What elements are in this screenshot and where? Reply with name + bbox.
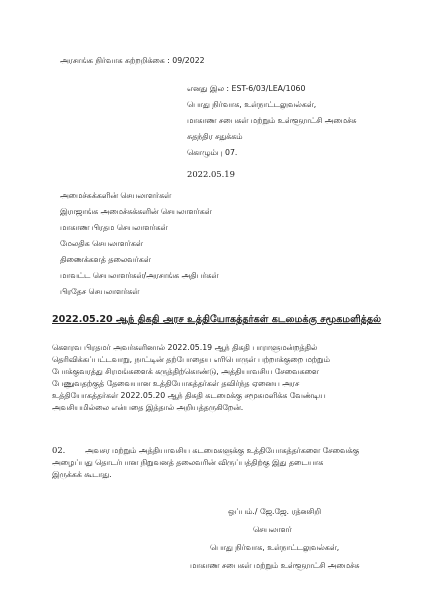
recipient-item: திணைக்களத் தலைவர்கள் — [60, 255, 151, 264]
letter-date: 2022.05.19 — [187, 169, 235, 179]
paragraph-number: 02. — [52, 445, 66, 455]
recipient-item: மேலதிக செயலாளர்கள் — [60, 239, 143, 248]
signature-office-2: மாகாண சபைகள் மற்றும் உள்ளூராட்சி அமைச்சு — [190, 561, 360, 570]
recipient-item: மாகாண பிரதம செயலாளர்கள் — [60, 223, 168, 232]
reference-number: எனது இல : EST-6/03/LEA/1060 — [187, 84, 306, 93]
recipient-item: பிரதேச செயலாளர்கள் — [60, 287, 140, 296]
ministry-line-2: மாகாண சபைகள் மற்றும் உள்ளூராட்சி அமைச்சு — [187, 116, 357, 125]
paragraph-line: பேணுவதற்குத் தேவையான உத்தியோகத்தர்கள் தவிர்ந்த ஏனைய அரச — [52, 379, 300, 388]
subject-heading: 2022.05.20 ஆந் திகதி அரச உத்தியோகத்தர்கள் கடமைக்கு சமூகமளித்தல் — [52, 314, 382, 325]
recipient-item: மாவட்ட செயலாளர்கள்/அரசாங்க அதிபர்கள் — [60, 271, 219, 280]
signature-office-1: பொது நிர்வாக, உள்நாட்டலுவல்கள், — [210, 543, 340, 552]
paragraph-line: இருக்கக் கூடாது. — [52, 470, 112, 479]
recipient-item: அமைச்சுக்களின் செயலாளர்கள் — [60, 191, 172, 200]
paragraph-line: அழைப்பது தொடர்பான நிறுவனத் தலைவரின் விருப்பத்திற்கு இது தடையாக — [52, 458, 324, 467]
ministry-line-1: பொது நிர்வாக, உள்நாட்டலுவல்கள், — [187, 100, 317, 109]
circular-number: அரசாங்க நிர்வாக சுற்றறிக்கை : 09/2022 — [60, 56, 205, 65]
address-line-1: சுதந்திர சதுக்கம் — [187, 132, 243, 141]
body-paragraph-1 — [52, 342, 372, 414]
recipient-item: இராஜாங்க அமைச்சுக்களின் செயலாளர்கள் — [60, 207, 212, 216]
paragraph-line: அவசியமில்லை என்பதை இத்தால் அறியத்தருகிறேன். — [52, 403, 244, 412]
paragraph-line: அவசர மற்றும் அத்தியாவசிய கடமைகளுக்கு உத்தியோகத்தர்களை சேவைக்கு — [85, 446, 360, 455]
signature-title: செயலாளர் — [253, 525, 292, 534]
paragraph-line: உத்தியோகத்தர்கள் 2022.05.20 ஆந் திகதி கடமைக்கு சமூகமளிக்க வேண்டிய — [52, 391, 326, 400]
paragraph-line: போக்குவரத்து சிரமங்களைக் கருத்திற்கொண்டு, அத்தியாவசிய சேவைகளை — [52, 367, 319, 376]
body-paragraph-2 — [85, 445, 375, 457]
body-paragraph-2-cont — [52, 457, 372, 481]
address-line-2: கொழும்பு 07. — [187, 148, 238, 157]
paragraph-line: கௌரவ பிரதமர் அவர்களினால் 2022.05.19 ஆந் திகதி பாராளுமன்றத்தில் — [52, 343, 318, 352]
signature-name: ஒப்பம்./ ஜே.ஜே. ரத்னசிறி — [228, 507, 321, 516]
paragraph-line: தெரிவிக்கப்பட்டவாறு, நாட்டின் தற்போதைய எரிபொருள் பற்றாக்குறை மற்றும் — [52, 355, 330, 364]
